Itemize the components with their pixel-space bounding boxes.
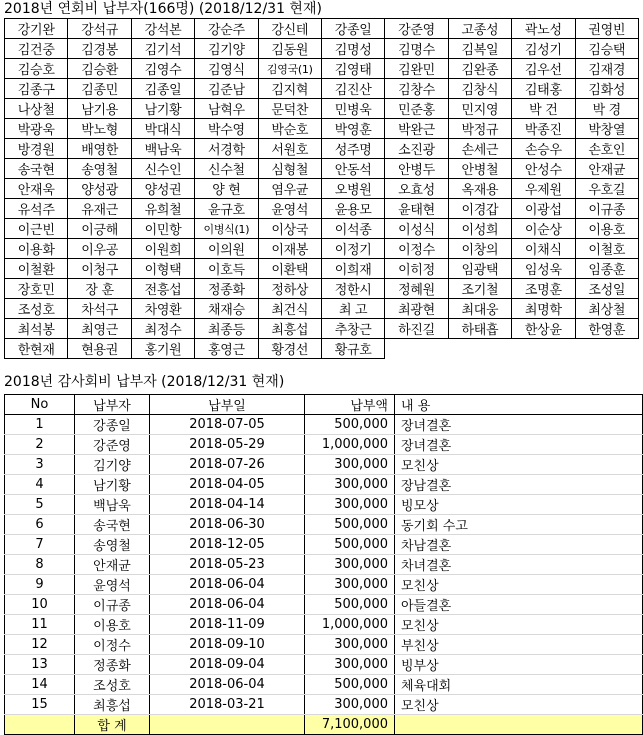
audit-header-row (5, 395, 643, 415)
member-name-cell: 최흥섭 (258, 319, 321, 339)
member-name-cell: 홍영근 (195, 339, 258, 359)
audit-cell: 6 (5, 515, 75, 535)
audit-cell: 2018-05-23 (150, 555, 305, 575)
audit-cell: 2018-09-10 (150, 635, 305, 655)
member-name-cell: 박 경 (575, 99, 638, 119)
members-table (4, 18, 639, 359)
audit-cell: 7,100,000 (305, 715, 395, 735)
audit-cell: 300,000 (305, 575, 395, 595)
members-row (5, 159, 639, 179)
member-name-cell: 안병철 (448, 159, 511, 179)
members-row (5, 239, 639, 259)
member-name-cell: 옥재용 (448, 179, 511, 199)
audit-title: 2018년 감사회비 납부자 (2018/12/31 현재) (4, 374, 285, 390)
audit-cell: 2018-12-05 (150, 535, 305, 555)
member-name-cell: 이근빈 (5, 219, 68, 239)
member-name-cell: 강준영 (385, 19, 448, 39)
member-name-cell: 한현재 (5, 339, 68, 359)
member-name-cell: 하태흡 (448, 319, 511, 339)
member-name-cell: 김준남 (195, 79, 258, 99)
audit-cell: 300,000 (305, 655, 395, 675)
audit-cell: 차남결혼 (395, 535, 643, 555)
members-row (5, 339, 639, 359)
member-name-cell: 차영환 (131, 299, 194, 319)
member-name-cell: 오효성 (385, 179, 448, 199)
member-name-cell: 양성광 (68, 179, 131, 199)
audit-cell: 2018-05-29 (150, 435, 305, 455)
member-name-cell: 남기용 (68, 99, 131, 119)
member-name-cell: 추창근 (321, 319, 384, 339)
audit-cell: 남기황 (75, 475, 150, 495)
audit-cell: 조성호 (75, 675, 150, 695)
member-name-cell: 윤용모 (321, 199, 384, 219)
audit-cell: 1 (5, 415, 75, 435)
member-name-cell: 김승환 (68, 59, 131, 79)
audit-cell: 13 (5, 655, 75, 675)
member-name-cell: 김창식 (448, 79, 511, 99)
member-name-cell: 이청구 (68, 259, 131, 279)
member-name-cell: 윤영석 (258, 199, 321, 219)
member-name-cell (512, 339, 575, 359)
member-name-cell: 차석구 (68, 299, 131, 319)
members-row (5, 19, 639, 39)
audit-row (5, 435, 643, 455)
member-name-cell: 윤규호 (195, 199, 258, 219)
audit-cell: 최흥섭 (75, 695, 150, 715)
audit-table (4, 394, 643, 735)
member-name-cell: 조성일 (575, 279, 638, 299)
member-name-cell: 이의원 (195, 239, 258, 259)
members-row (5, 99, 639, 119)
member-name-cell: 윤태현 (385, 199, 448, 219)
member-name-cell: 김영식 (195, 59, 258, 79)
member-name-cell: 심형철 (258, 159, 321, 179)
member-name-cell: 박 건 (512, 99, 575, 119)
member-name-cell: 조명훈 (512, 279, 575, 299)
member-name-cell: 김종일 (131, 79, 194, 99)
member-name-cell: 정종화 (195, 279, 258, 299)
audit-cell: 납부액 (305, 395, 395, 415)
members-row (5, 139, 639, 159)
audit-cell: 강종일 (75, 415, 150, 435)
audit-row (5, 615, 643, 635)
members-title: 2018년 연회비 납부자(166명) (2018/12/31 현재) (4, 1, 322, 17)
audit-cell: 2018-07-05 (150, 415, 305, 435)
member-name-cell: 한상윤 (512, 319, 575, 339)
member-name-cell: 김완종 (448, 59, 511, 79)
member-name-cell: 조성호 (5, 299, 68, 319)
member-name-cell: 안재욱 (5, 179, 68, 199)
audit-cell: 안재균 (75, 555, 150, 575)
member-name-cell: 이상국 (258, 219, 321, 239)
member-name-cell: 김영수 (131, 59, 194, 79)
audit-cell: 8 (5, 555, 75, 575)
member-name-cell: 이순상 (512, 219, 575, 239)
member-name-cell: 남기황 (131, 99, 194, 119)
member-name-cell: 홍기원 (131, 339, 194, 359)
audit-cell: 14 (5, 675, 75, 695)
member-name-cell: 현용권 (68, 339, 131, 359)
member-name-cell: 임광택 (448, 259, 511, 279)
member-name-cell: 이형택 (131, 259, 194, 279)
member-name-cell: 최석봉 (5, 319, 68, 339)
audit-row (5, 655, 643, 675)
member-name-cell: 황경선 (258, 339, 321, 359)
member-name-cell: 성주명 (321, 139, 384, 159)
member-name-cell (448, 339, 511, 359)
member-name-cell: 임성욱 (512, 259, 575, 279)
member-name-cell: 권영빈 (575, 19, 638, 39)
audit-cell: 아들결혼 (395, 595, 643, 615)
member-name-cell: 이채식 (512, 239, 575, 259)
audit-cell: 7 (5, 535, 75, 555)
member-name-cell: 황규호 (321, 339, 384, 359)
member-name-cell: 김복일 (448, 39, 511, 59)
member-name-cell: 김기석 (131, 39, 194, 59)
members-row (5, 279, 639, 299)
audit-cell: 송국현 (75, 515, 150, 535)
audit-row (5, 635, 643, 655)
audit-row (5, 695, 643, 715)
audit-cell: No (5, 395, 75, 415)
audit-cell: 12 (5, 635, 75, 655)
member-name-cell: 염우균 (258, 179, 321, 199)
audit-cell: 15 (5, 695, 75, 715)
member-name-cell: 정한시 (321, 279, 384, 299)
member-name-cell: 김태홍 (512, 79, 575, 99)
member-name-cell: 박영훈 (321, 119, 384, 139)
audit-cell: 2018-09-04 (150, 655, 305, 675)
member-name-cell: 박대식 (131, 119, 194, 139)
member-name-cell: 이환택 (258, 259, 321, 279)
member-name-cell: 서원호 (258, 139, 321, 159)
audit-cell: 2018-03-21 (150, 695, 305, 715)
audit-cell: 3 (5, 455, 75, 475)
audit-cell: 합 계 (75, 715, 150, 735)
member-name-cell: 신수철 (195, 159, 258, 179)
audit-cell: 송영철 (75, 535, 150, 555)
audit-cell: 2018-06-04 (150, 575, 305, 595)
audit-cell: 장녀결혼 (395, 415, 643, 435)
member-name-cell: 김진산 (321, 79, 384, 99)
member-name-cell: 안병두 (385, 159, 448, 179)
member-name-cell: 박광욱 (5, 119, 68, 139)
member-name-cell: 서경학 (195, 139, 258, 159)
audit-cell: 이규종 (75, 595, 150, 615)
audit-cell: 체육대회 (395, 675, 643, 695)
member-name-cell: 최영근 (68, 319, 131, 339)
audit-cell: 장녀결혼 (395, 435, 643, 455)
audit-cell: 300,000 (305, 555, 395, 575)
member-name-cell: 임종훈 (575, 259, 638, 279)
member-name-cell: 김완민 (385, 59, 448, 79)
audit-cell: 빙모상 (395, 495, 643, 515)
members-row (5, 259, 639, 279)
audit-cell: 500,000 (305, 415, 395, 435)
audit-cell: 2018-04-14 (150, 495, 305, 515)
audit-cell: 백남욱 (75, 495, 150, 515)
member-name-cell: 박창열 (575, 119, 638, 139)
member-name-cell: 백남욱 (131, 139, 194, 159)
member-name-cell: 이정수 (385, 239, 448, 259)
audit-cell: 부친상 (395, 635, 643, 655)
member-name-cell: 이성희 (448, 219, 511, 239)
member-name-cell: 정하상 (258, 279, 321, 299)
audit-total-row (5, 715, 643, 735)
member-name-cell: 박정규 (448, 119, 511, 139)
members-row (5, 59, 639, 79)
member-name-cell: 배영한 (68, 139, 131, 159)
member-name-cell: 민지영 (448, 99, 511, 119)
audit-cell: 5 (5, 495, 75, 515)
member-name-cell: 김건중 (5, 39, 68, 59)
audit-cell: 빙부상 (395, 655, 643, 675)
member-name-cell: 소진광 (385, 139, 448, 159)
member-name-cell: 이광섭 (512, 199, 575, 219)
audit-cell (5, 715, 75, 735)
member-name-cell: 이긍해 (68, 219, 131, 239)
audit-row (5, 675, 643, 695)
audit-cell: 납부일 (150, 395, 305, 415)
members-row (5, 299, 639, 319)
member-name-cell: 이희재 (321, 259, 384, 279)
member-name-cell: 김영태 (321, 59, 384, 79)
member-name-cell: 김창수 (385, 79, 448, 99)
audit-cell: 모친상 (395, 455, 643, 475)
member-name-cell: 손세근 (448, 139, 511, 159)
member-name-cell: 이히정 (385, 259, 448, 279)
member-name-cell: 박완근 (385, 119, 448, 139)
member-name-cell: 유희철 (131, 199, 194, 219)
member-name-cell: 이규종 (575, 199, 638, 219)
member-name-cell: 양성권 (131, 179, 194, 199)
member-name-cell: 한영훈 (575, 319, 638, 339)
audit-cell: 300,000 (305, 695, 395, 715)
member-name-cell: 이용호 (575, 219, 638, 239)
member-name-cell: 전흥섭 (131, 279, 194, 299)
audit-cell: 2018-06-04 (150, 675, 305, 695)
member-name-cell: 김승택 (575, 39, 638, 59)
audit-cell: 모친상 (395, 695, 643, 715)
member-name-cell: 김종민 (68, 79, 131, 99)
audit-cell: 2 (5, 435, 75, 455)
member-name-cell: 박순호 (258, 119, 321, 139)
member-name-cell: 곽노성 (512, 19, 575, 39)
member-name-cell: 강순주 (195, 19, 258, 39)
audit-cell: 이용호 (75, 615, 150, 635)
member-name-cell: 이성식 (385, 219, 448, 239)
member-name-cell: 김성기 (512, 39, 575, 59)
audit-cell: 500,000 (305, 535, 395, 555)
audit-cell: 모친상 (395, 575, 643, 595)
members-row (5, 199, 639, 219)
member-name-cell: 우호길 (575, 179, 638, 199)
audit-cell: 내 용 (395, 395, 643, 415)
member-name-cell: 최건식 (258, 299, 321, 319)
member-name-cell: 김동원 (258, 39, 321, 59)
audit-cell: 300,000 (305, 635, 395, 655)
member-name-cell: 안동석 (321, 159, 384, 179)
audit-cell: 10 (5, 595, 75, 615)
member-name-cell: 조기철 (448, 279, 511, 299)
member-name-cell: 이철호 (575, 239, 638, 259)
member-name-cell: 고종성 (448, 19, 511, 39)
audit-cell: 300,000 (305, 455, 395, 475)
member-name-cell: 최대웅 (448, 299, 511, 319)
member-name-cell: 이정기 (321, 239, 384, 259)
member-name-cell: 이병식(1) (195, 219, 258, 239)
member-name-cell: 손호인 (575, 139, 638, 159)
member-name-cell: 장호민 (5, 279, 68, 299)
audit-row (5, 575, 643, 595)
member-name-cell: 김경봉 (68, 39, 131, 59)
member-name-cell: 안재균 (575, 159, 638, 179)
audit-cell: 강준영 (75, 435, 150, 455)
audit-cell: 4 (5, 475, 75, 495)
audit-cell: 2018-11-09 (150, 615, 305, 635)
audit-cell: 정종화 (75, 655, 150, 675)
member-name-cell: 정혜원 (385, 279, 448, 299)
audit-row (5, 455, 643, 475)
audit-cell: 2018-06-30 (150, 515, 305, 535)
audit-cell: 동기회 수고 (395, 515, 643, 535)
audit-cell: 모친상 (395, 615, 643, 635)
member-name-cell (575, 339, 638, 359)
member-name-cell: 최정수 (131, 319, 194, 339)
audit-cell: 이정수 (75, 635, 150, 655)
member-name-cell: 김화성 (575, 79, 638, 99)
member-name-cell: 민준홍 (385, 99, 448, 119)
audit-cell: 윤영석 (75, 575, 150, 595)
member-name-cell: 문덕찬 (258, 99, 321, 119)
audit-cell: 1,000,000 (305, 435, 395, 455)
member-name-cell: 최 고 (321, 299, 384, 319)
member-name-cell: 오병원 (321, 179, 384, 199)
member-name-cell: 이용화 (5, 239, 68, 259)
member-name-cell: 우제원 (512, 179, 575, 199)
member-name-cell: 방경원 (5, 139, 68, 159)
member-name-cell: 강석본 (131, 19, 194, 39)
member-name-cell: 강석규 (68, 19, 131, 39)
member-name-cell: 박노형 (68, 119, 131, 139)
member-name-cell: 이민항 (131, 219, 194, 239)
member-name-cell: 이석종 (321, 219, 384, 239)
member-name-cell: 안성수 (512, 159, 575, 179)
audit-cell: 2018-06-04 (150, 595, 305, 615)
member-name-cell: 손승우 (512, 139, 575, 159)
member-name-cell: 최광현 (385, 299, 448, 319)
member-name-cell: 이원희 (131, 239, 194, 259)
member-name-cell: 양 현 (195, 179, 258, 199)
member-name-cell: 김영국(1) (258, 59, 321, 79)
member-name-cell: 남혁우 (195, 99, 258, 119)
member-name-cell: 이재봉 (258, 239, 321, 259)
member-name-cell: 최상철 (575, 299, 638, 319)
members-row (5, 179, 639, 199)
member-name-cell: 채재승 (195, 299, 258, 319)
members-row (5, 119, 639, 139)
member-name-cell: 유재근 (68, 199, 131, 219)
audit-cell (395, 715, 643, 735)
member-name-cell: 하진길 (385, 319, 448, 339)
audit-cell: 300,000 (305, 495, 395, 515)
member-name-cell: 최명학 (512, 299, 575, 319)
member-name-cell: 김재경 (575, 59, 638, 79)
member-name-cell: 신수인 (131, 159, 194, 179)
audit-row (5, 515, 643, 535)
audit-row (5, 535, 643, 555)
audit-cell: 500,000 (305, 595, 395, 615)
audit-cell: 차녀결혼 (395, 555, 643, 575)
member-name-cell: 강종일 (321, 19, 384, 39)
member-name-cell: 이호득 (195, 259, 258, 279)
audit-row (5, 415, 643, 435)
member-name-cell: 나상철 (5, 99, 68, 119)
member-name-cell: 이우공 (68, 239, 131, 259)
audit-cell: 500,000 (305, 675, 395, 695)
member-name-cell: 장 훈 (68, 279, 131, 299)
member-name-cell: 박종진 (512, 119, 575, 139)
member-name-cell: 김우선 (512, 59, 575, 79)
member-name-cell: 이철환 (5, 259, 68, 279)
member-name-cell: 김기양 (195, 39, 258, 59)
audit-cell: 11 (5, 615, 75, 635)
member-name-cell: 김승호 (5, 59, 68, 79)
member-name-cell: 김종구 (5, 79, 68, 99)
member-name-cell: 김명성 (321, 39, 384, 59)
audit-row (5, 595, 643, 615)
audit-row (5, 495, 643, 515)
audit-cell: 납부자 (75, 395, 150, 415)
audit-cell: 9 (5, 575, 75, 595)
member-name-cell: 박수영 (195, 119, 258, 139)
audit-cell: 2018-04-05 (150, 475, 305, 495)
audit-cell: 김기양 (75, 455, 150, 475)
member-name-cell: 강신테 (258, 19, 321, 39)
member-name-cell: 이창의 (448, 239, 511, 259)
member-name-cell: 강기완 (5, 19, 68, 39)
members-row (5, 39, 639, 59)
member-name-cell: 민병욱 (321, 99, 384, 119)
audit-cell (150, 715, 305, 735)
members-row (5, 219, 639, 239)
audit-cell: 장남결혼 (395, 475, 643, 495)
audit-cell: 2018-07-26 (150, 455, 305, 475)
audit-cell: 300,000 (305, 475, 395, 495)
members-row (5, 319, 639, 339)
audit-cell: 500,000 (305, 515, 395, 535)
member-name-cell: 송영철 (68, 159, 131, 179)
member-name-cell (385, 339, 448, 359)
members-row (5, 79, 639, 99)
member-name-cell: 김지혁 (258, 79, 321, 99)
member-name-cell: 유석주 (5, 199, 68, 219)
member-name-cell: 김명수 (385, 39, 448, 59)
audit-cell: 1,000,000 (305, 615, 395, 635)
member-name-cell: 최종등 (195, 319, 258, 339)
member-name-cell: 송국현 (5, 159, 68, 179)
audit-row (5, 555, 643, 575)
audit-row (5, 475, 643, 495)
member-name-cell: 이경갑 (448, 199, 511, 219)
